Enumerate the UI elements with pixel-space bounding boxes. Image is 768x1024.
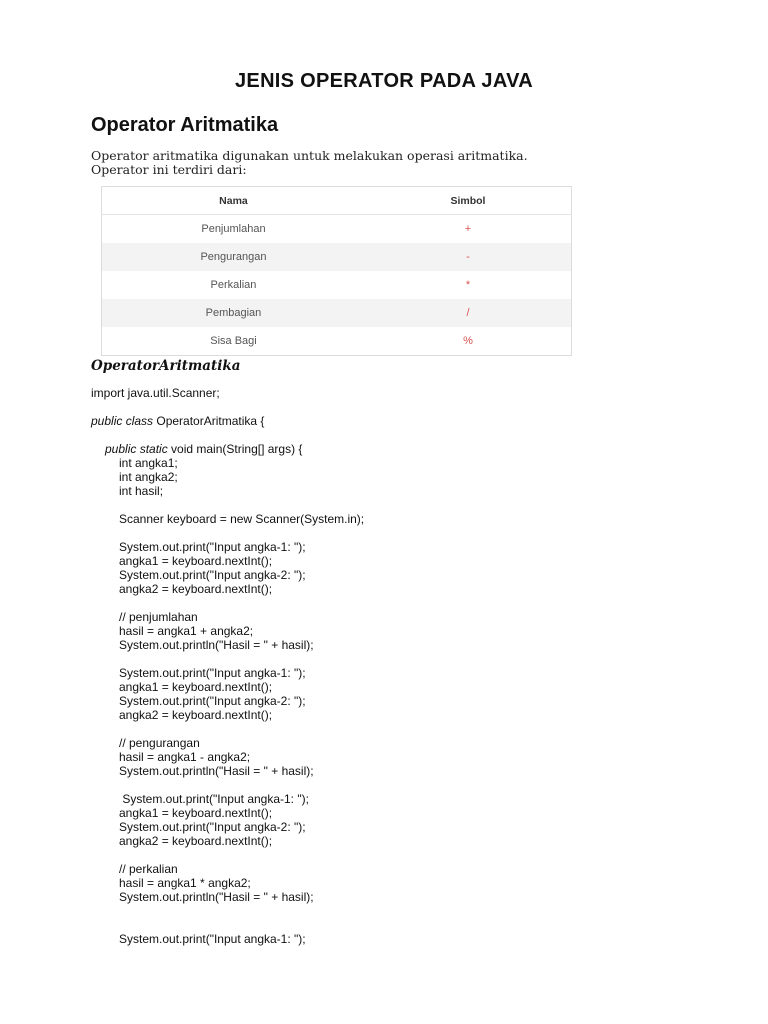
document-title: JENIS OPERATOR PADA JAVA: [235, 70, 533, 92]
operator-name: Sisa Bagi: [210, 335, 257, 347]
operator-symbol: /: [365, 299, 572, 327]
code-line: int angka1;: [119, 456, 178, 470]
code-comment: // pengurangan: [119, 736, 200, 750]
code-line: angka1 = keyboard.nextInt();: [119, 680, 273, 694]
code-line: System.out.print("Input angka-2: ");: [119, 820, 306, 834]
operator-name: Pembagian: [102, 299, 365, 327]
code-line: int hasil;: [119, 484, 164, 498]
table-row: [102, 327, 572, 356]
table-row: [102, 215, 572, 244]
code-line: Scanner keyboard = new Scanner(System.in);: [119, 512, 365, 526]
code-comment: // perkalian: [119, 862, 178, 876]
table-header-row: [102, 187, 572, 215]
code-line: angka1 = keyboard.nextInt();: [119, 806, 273, 820]
keyword: public static: [105, 442, 168, 456]
code-line: import java.util.Scanner;: [91, 386, 220, 400]
code-line: System.out.print("Input angka-1: ");: [119, 540, 306, 554]
operator-name: Penjumlahan: [201, 223, 266, 235]
code-comment: // penjumlahan: [119, 610, 198, 624]
operator-symbol: +: [464, 223, 472, 235]
code-line: int angka2;: [119, 470, 178, 484]
code-line: System.out.println("Hasil = " + hasil);: [119, 890, 314, 904]
code-line: [91, 414, 264, 428]
code-line: System.out.print("Input angka-2: ");: [119, 568, 306, 582]
operator-symbol: -: [365, 243, 572, 271]
code-line: hasil = angka1 * angka2;: [119, 876, 251, 890]
intro-paragraph: [91, 149, 651, 177]
code-line: System.out.print("Input angka-1: ");: [119, 666, 306, 680]
code-line: angka1 = keyboard.nextInt();: [119, 554, 273, 568]
code-text: void main(String[] args) {: [167, 442, 303, 456]
code-line: hasil = angka1 - angka2;: [119, 750, 251, 764]
code-line: angka2 = keyboard.nextInt();: [119, 582, 273, 596]
operator-name: Pengurangan: [102, 243, 365, 271]
header-name: Nama: [102, 187, 365, 215]
header-symbol: Simbol: [365, 187, 572, 215]
code-line: System.out.println("Hasil = " + hasil);: [119, 764, 314, 778]
code-line: System.out.print("Input angka-1: ");: [119, 932, 306, 946]
table-row: [102, 299, 572, 327]
code-line: [105, 442, 302, 456]
operator-symbol: %: [463, 335, 473, 347]
operator-symbol: *: [465, 279, 471, 291]
code-text: OperatorAritmatika {: [153, 414, 265, 428]
table-row: [102, 243, 572, 271]
section-heading: Operator Aritmatika: [91, 114, 279, 136]
intro-line-2: Operator ini terdiri dari:: [91, 162, 247, 177]
code-line: System.out.println("Hasil = " + hasil);: [119, 638, 314, 652]
table-row: [102, 271, 572, 299]
code-line: angka2 = keyboard.nextInt();: [119, 834, 273, 848]
code-line: System.out.print("Input angka-1: ");: [119, 792, 309, 806]
intro-line-1: Operator aritmatika digunakan untuk melakukan operasi aritmatika.: [91, 148, 528, 163]
operator-table: [101, 186, 572, 356]
keyword: public class: [91, 414, 154, 428]
code-line: hasil = angka1 + angka2;: [119, 624, 254, 638]
operator-name: Perkalian: [210, 279, 257, 291]
code-heading: OperatorAritmatika: [91, 358, 241, 374]
code-line: angka2 = keyboard.nextInt();: [119, 708, 273, 722]
code-line: System.out.print("Input angka-2: ");: [119, 694, 306, 708]
